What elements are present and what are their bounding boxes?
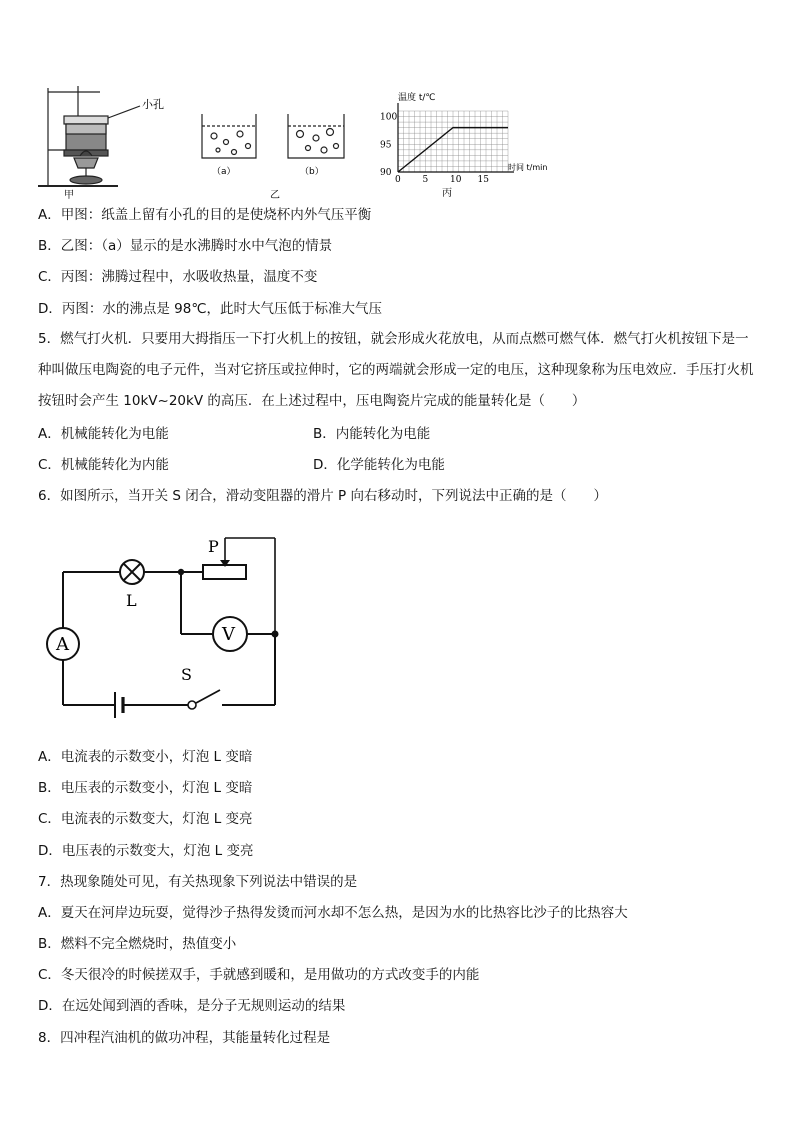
q7-option-d: D．在远处闻到酒的香味，是分子无规则运动的结果 (38, 998, 346, 1014)
x-tick-label: 15 (477, 175, 489, 185)
beaker-a (202, 114, 256, 158)
q5-stem: 5．燃气打火机．只要用大拇指压一下打火机上的按钮，就会形成火花放电，从而点燃可燃气体．燃气打火机按钮下是一种叫做压电陶瓷的电子元件，当对它挤压或拉伸时，它的两端就会形成一定的电压，这种现象称为压电效应．手压打火机按钮时会产生 10kV~20kV 的高压．在上述过程中，压电陶瓷片完成的能量转化是（ ） (38, 331, 754, 409)
q6-option-a: A．电流表的示数变小，灯泡 L 变暗 (38, 749, 253, 765)
q7-option-c: C．冬天很冷的时候搓双手，手就感到暖和，是用做功的方式改变手的内能 (38, 967, 480, 983)
temperature-chart (380, 91, 547, 199)
circuit-label-s: S (181, 665, 192, 684)
circuit-label-a: A (56, 634, 69, 655)
label-yi: 乙 (270, 190, 280, 200)
label-jia: 甲 (64, 190, 74, 200)
circuit-diagram (40, 530, 300, 730)
label-bing: 丙 (442, 188, 452, 199)
label-hole: 小孔 (142, 98, 164, 111)
q8-stem: 8．四冲程汽油机的做功冲程，其能量转化过程是 (38, 1030, 331, 1046)
label-b: （b） (300, 167, 324, 177)
x-tick-label: 5 (422, 175, 429, 185)
figure-top (30, 78, 570, 200)
chart-ylabel: 温度 t/℃ (398, 93, 436, 103)
beaker-b (288, 114, 344, 158)
x-tick-label: 0 (395, 175, 401, 185)
q6-option-c: C．电流表的示数变大，灯泡 L 变亮 (38, 811, 253, 827)
chart-xlabel: 时间 t/min (508, 163, 548, 172)
q6-stem: 6．如图所示，当开关 S 闭合，滑动变阻器的滑片 P 向右移动时，下列说法中正确的是（ ） (38, 488, 607, 504)
x-tick-label: 10 (450, 175, 462, 185)
q5-option-c: C．机械能转化为内能 (38, 457, 169, 473)
label-a: （a） (212, 167, 236, 177)
circuit-label-l: L (126, 591, 137, 610)
q4-option-a: A．甲图：纸盖上留有小孔的目的是使烧杯内外气压平衡 (38, 207, 372, 223)
y-tick-label: 95 (380, 140, 392, 151)
circuit-label-p: P (208, 537, 219, 556)
q7-option-a: A．夏天在河岸边玩耍，觉得沙子热得发烫而河水却不怎么热，是因为水的比热容比沙子的比热容大 (38, 905, 628, 921)
y-tick-label: 100 (380, 112, 398, 123)
y-tick-label: 90 (380, 168, 392, 178)
q7-stem: 7．热现象随处可见，有关热现象下列说法中错误的是 (38, 874, 358, 890)
q5-option-d: D．化学能转化为电能 (313, 457, 445, 473)
circuit-label-v: V (222, 624, 235, 645)
q5-option-a: A．机械能转化为电能 (38, 426, 169, 442)
q4-option-b: B．乙图：（a）显示的是水沸腾时水中气泡的情景 (38, 238, 333, 254)
figure-jia-apparatus (38, 86, 140, 186)
q5-option-b: B．内能转化为电能 (313, 426, 431, 442)
q7-option-b: B．燃料不完全燃烧时，热值变小 (38, 936, 237, 952)
q4-option-c: C．丙图：沸腾过程中，水吸收热量，温度不变 (38, 269, 318, 285)
q6-option-d: D．电压表的示数变大，灯泡 L 变亮 (38, 843, 254, 859)
q4-option-d: D．丙图：水的沸点是 98℃，此时大气压低于标准大气压 (38, 301, 383, 317)
q6-option-b: B．电压表的示数变小，灯泡 L 变暗 (38, 780, 253, 796)
